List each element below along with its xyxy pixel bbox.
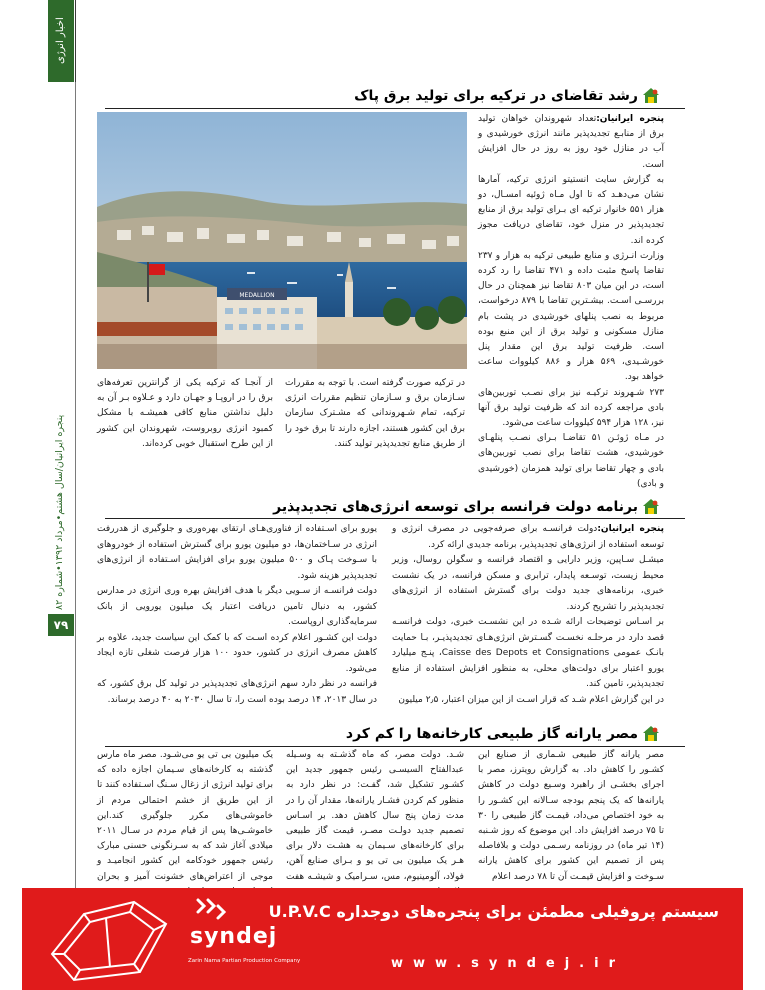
margin-rule — [75, 82, 76, 944]
article1-col-right — [478, 112, 664, 492]
brand-subtitle: Zarin Nama Partian Production Company — [188, 958, 301, 964]
article3-rule — [105, 746, 685, 747]
issue-info: پنجره ایرانیان/سال هشتم•مرداد ۱۳۹۲•شماره ۸۲ — [54, 414, 65, 610]
ad-tagline: سیستم پروفیلی مطمئن برای پنجره‌های دوجداره U.P.V.C — [268, 902, 719, 921]
page-number: ۷۹ — [48, 614, 74, 636]
article2-rule — [105, 518, 685, 519]
article2-title: برنامه دولت فرانسه برای توسعه انرژی‌های تجدیدپذیر — [273, 495, 660, 519]
article1-col-left: از آنجـا که ترکیه یکی از گرانترین تعرفه‌های برق را در اروپـا و جهـان دارد و عـلاوه بـر آن به دلیل نداشتن منابع کافی همیشـه با مشکل کمبود انرژی روبروست، شهروندان این کشور از این طرح استقبال خوبی کرده‌اند. — [97, 378, 273, 449]
section-label: اخبار انرژی — [55, 17, 66, 65]
house-leaf-icon — [642, 87, 660, 105]
article1-p5: در مـاه ژوئـن ۵۱ تقاضـا بـرای نصـب پنلهـای خورشیدی، هشت تقاضا برای نصب توربین‌های بادی و چهار تقاضا برای تولید همزمان (خورشیدی و بادی) — [478, 433, 664, 489]
article1-p3: وزارت انـرژی و منابع طبیعی ترکیه به هزار و ۲۳۷ تقاضا پاسخ مثبت داده و ۴۷۱ تقاضا را رد کرده است، در این میان ۸۰۳ تقاضا نیز همچنان در حال بررسـی اسـت. بیشـترین تقاضا با ۸۷۹ درخواست، مربوط به نصب پنلهای خورشیدی در پشت بام منازل مسکونی و تولید برق از این منبع بوده است. ظرفیت تولید برق این مقدار پنل خورشـیدی، ۵۶۹ هزار و ۸۸۶ کیلووات ساعت خواهد بود. — [478, 250, 664, 383]
article2-p2: میشـل سـاپین، وزیر دارایی و اقتصاد فرانسه و سگولن روسال، وزیر محیط زیست، توسـعه پایدار، ترابری و مسکن فرانسه، در یک نشست خبری، برنامه‌های جدید دولت برای گسترش استفاده از انرژی‌های تجدیدپذیر را تشریح کردند. — [392, 555, 664, 612]
window-sketch-icon — [44, 894, 174, 986]
article3-col-right: مصر یارانه گاز طبیعی شـماری از صنایع این کشـور را کاهش داد. به گزارش رویترز، مصر با اجرای بخشـی از راهبرد وسـیع دولت در کاهش یارانه‌ها که یک پنجم بودجه سـالانه این کشـور را به خود اختصاص می‌داد، قیمـت گاز طبیعی را ۳۰ تا ۷۵ درصد افزایش داد. این موضوع که روز شـنبه (۱۴ تیر ماه) در روزنامه رسـمی دولت و بلافاصله پس از تصمیم این کشور برای کاهش یارانه سـوخت و افزایش قیمـت آن تا ۷۸ درصد اعلام — [478, 750, 664, 882]
article3-col-left: یک میلیون بی تی یو می‌شـود. مصر ماه مارس گذشته به کارخانه‌های سـیمان اجازه داده که برای تولید انرژی از زغال سـنگ اسـتفاده کنند تا از این طریق از خشم احتمالی مردم از خاموشی‌های مکرر جلوگیری کند.این خاموشـی‌ها پس از قیام مردم در سـال ۲۰۱۱ میلادی آغاز شد که به سـرنگونی حسنی مبارک رئیس جمهور خودکامه این کشور انجامیـد و موجی از اعتراض‌های خشونت آمیز و بحران — [97, 750, 273, 882]
article1-col-mid: در ترکیه صورت گرفته است. با توجه به مقررات سـازمان برق و سـازمان تنظیم مقررات انرژی ترکیه، تمام شـهروندانی که مشـترک سازمان برق این کشور هستند، اجازه دارند تا برق خود را از طریق منابع تجدیدپذیر تولید کنند. — [285, 378, 465, 449]
article2-col-right — [392, 522, 664, 708]
ad-website-link[interactable]: www.syndej.ir — [391, 956, 625, 971]
article1-p1: پنجره ایرانیان:تعداد شهروندان خواهان تولید برق از منابـع تجدیدپذیر مانند انرژی خورشیدی و آب در منازل خود روز به روز در حال افزایش است. — [478, 114, 664, 170]
article2-p6: دولت فرانسـه از سـویی دیگر با هدف افزایش بهره وری انرژی در مدارس کشور، به دنبال تامین دریافت اعتبار یک میلیون یورویی از بانک سرمایه‌گذاری اروپاست. — [97, 586, 377, 627]
house-leaf-icon — [642, 725, 660, 743]
article1-title: رشد تقاضای در ترکیه برای تولید برق پاک — [354, 84, 660, 108]
article1-p4: ۲۷۳ شـهروند ترکیـه نیز برای نصـب توربین‌های بادی مراجعه کرده اند که ظرفیت تولید برق آنها نیز، ۱۲۸ هزار ۵۹۴ کیلووات ساعت می‌شود. — [478, 387, 664, 429]
article1-photo — [97, 112, 467, 369]
syndej-logo-icon — [194, 896, 230, 924]
article1-p2: به گزارش سایت انستیتو انرژی ترکیه، آمارها نشان می‌دهـد که تا اول مـاه ژوئیه امسـال، دو هزار ۵۵۱ خانوار ترکیه ای بـرای تولید برق از منابع تجدیدپذیر در منزل خود، تقاضای دریافت مجوز کرده اند. — [478, 174, 665, 246]
section-tab — [48, 0, 74, 82]
article2-p3: بر اسـاس توضیحات ارائه شـده در این نشسـت خبری، دولت فرانسـه قصد دارد در مرحلـه نخسـت گسـترش انرژی‌هـای تجدیدپذیـر، بـا حمایت بانـک عمومی Caisse des Depots et Consignations، پنـج میلیارد یورو اعتبار برای دولت‌های محلی، به منظور افزایش استفاده از منابع تجدیدپذیر، تامین کند. — [392, 617, 664, 689]
hotel-sign: MEDALLION — [239, 292, 275, 299]
article2-p1: پنجره ایرانیان:دولت فرانسـه برای صرفه‌جویی در مصرف انرژی و توسعه استفاده از انرژی‌های تجدیدپذیر، برنامه جدیدی ارائه کرد. — [392, 524, 664, 550]
ad-banner[interactable] — [22, 888, 743, 990]
article2-p7: دولت این کشـور اعلام کرده اسـت که با کمک این سیاست جدید، علاوه بر کاهش مصرف انرژی در کشور، حدود ۱۰۰ هزار فرصت شغلی تازه ایجاد می‌شود. — [97, 632, 377, 674]
article1-rule — [105, 108, 685, 109]
article3-col-mid: شـد. دولت مصر، که ماه گذشـته به وسـیله عبدالفتاح السیسـی رئیس جمهور جدید این کشـور تشکیل شد، گفـت: در نظر دارد به منظور کم کردن فشـار یارانه‌ها، مقدار آن را در مدت زمان پنج سال کاهش دهد. بر اسـاس تصمیم جدید دولـت مصـر، قیمت گاز طبیعی برای کارخانه‌های سـیمان به هشـت دلار برای هـر یک میلیون بی تی یو و بـرای صنایع آهن، فولاد، آلومینیوم، مس، سـرامیک و شیشـه هفت — [286, 750, 464, 882]
article3-title: مصر یارانه گاز طبیعی کارخانه‌ها را کم کرد — [346, 722, 660, 746]
article2-col-left — [97, 522, 377, 708]
margin-rule-top — [75, 0, 76, 82]
article2-p5: یورو برای اسـتفاده از فناوری‌هـای ارتقای بهره‌وری و جلوگیری از هدررفت انرژی در سـاختمان‌ها، دو میلیون یورو برای گسترش استفاده از خودروهای با سـوخت پـاک و ۵۰۰ میلیون یورو برای افزایش اسـتفاده از انرژی‌های تجدیدپذیر هزینه شود. — [97, 524, 377, 581]
brand-name: syndej — [190, 924, 278, 949]
article2-p4: در این گزارش اعلام شـد که قرار اسـت از این میزان اعتبار، ۲٫۵ میلیون — [398, 694, 664, 705]
article2-p8: فرانسه در نظر دارد سهم انرژی‌های تجدیدپذیر در تولید کل برق کشور، که در سال ۲۰۱۳، ۱۴ درصد بوده است را، تا سال ۲۰۳۰ به ۴۰ درصد برساند. — [97, 679, 377, 705]
house-leaf-icon — [642, 498, 660, 516]
